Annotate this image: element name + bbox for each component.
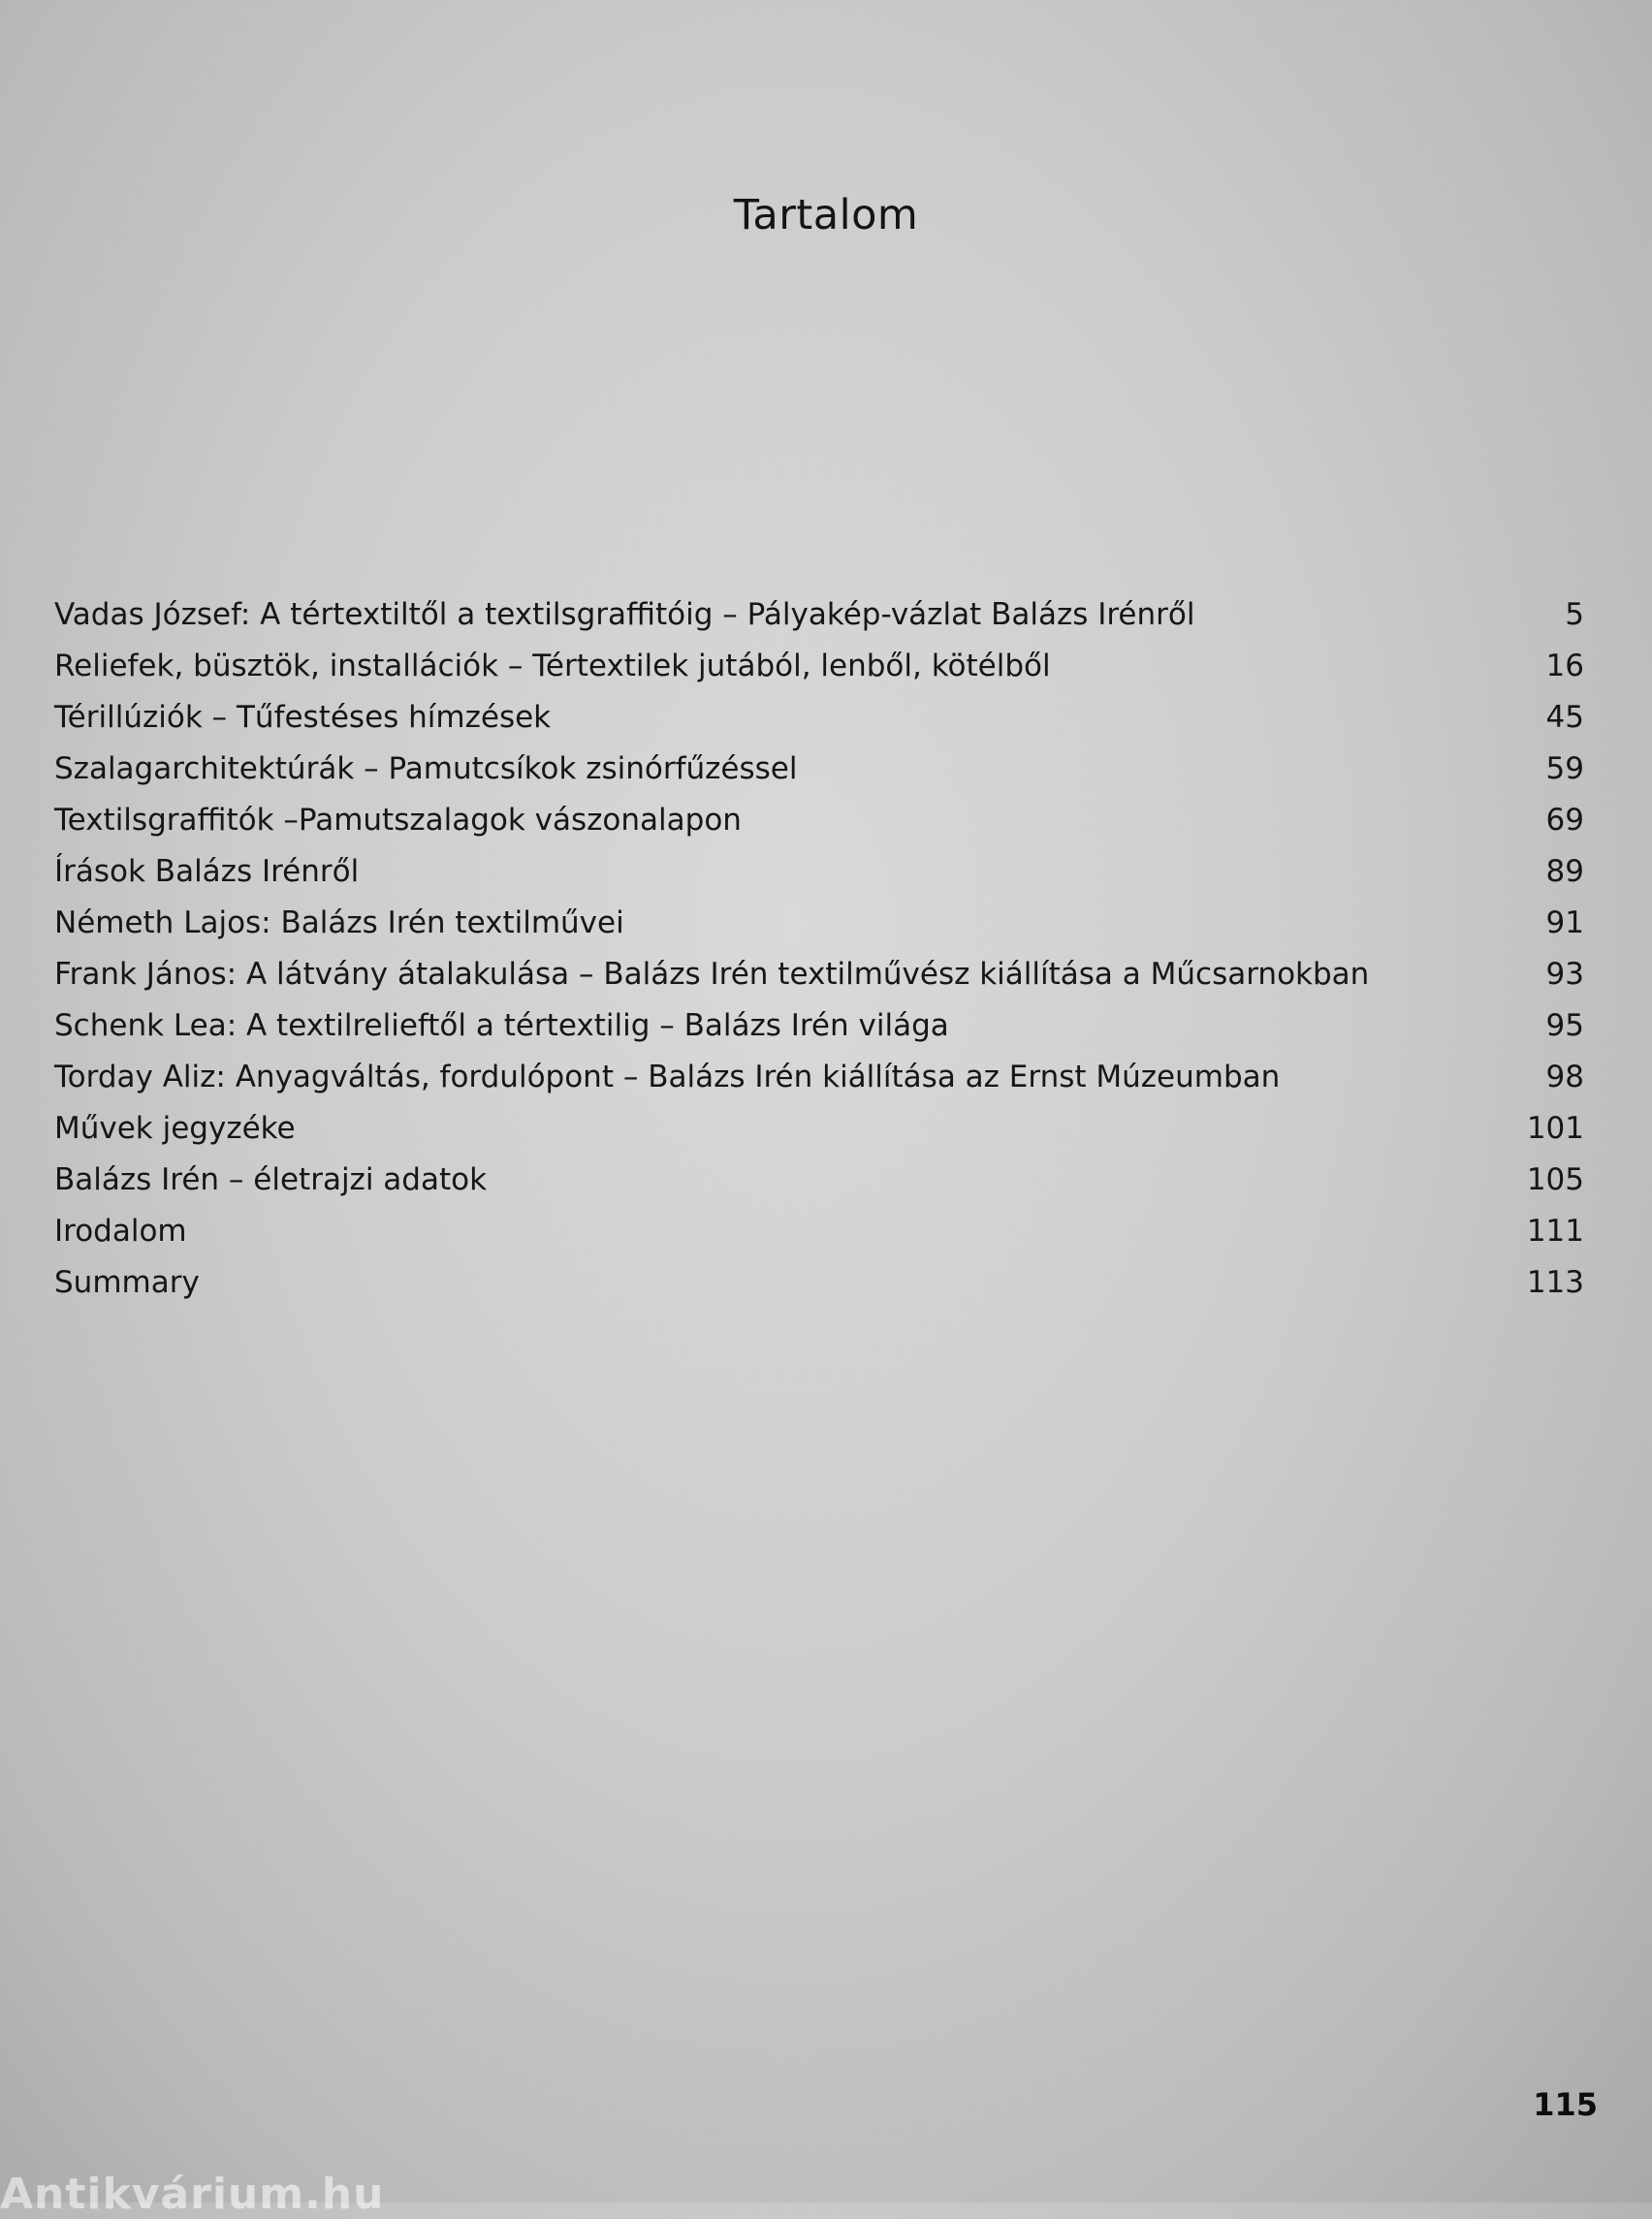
toc-entry-title: Írások Balázs Irénről: [54, 854, 360, 889]
toc-entry-title: Textilsgraffitók –Pamutszalagok vászonalapon: [54, 803, 742, 838]
page-title: Tartalom: [733, 190, 919, 239]
toc-entry: [54, 795, 1584, 846]
toc-entry-page: 95: [1545, 1008, 1584, 1043]
toc-entry-title: Térillúziók – Tűfestéses hímzések: [54, 700, 552, 735]
toc-entry-page: 45: [1545, 700, 1584, 735]
toc-entry: [54, 1000, 1584, 1052]
table-of-contents: [54, 589, 1584, 1309]
toc-entry: [54, 641, 1584, 692]
toc-entry: [54, 846, 1584, 898]
toc-entry-title: Irodalom: [54, 1214, 187, 1249]
toc-entry: [54, 898, 1584, 949]
toc-entry-page: 59: [1545, 751, 1584, 786]
toc-entry-page: 93: [1545, 957, 1584, 992]
toc-entry: [54, 1103, 1584, 1155]
toc-entry-page: 69: [1545, 803, 1584, 838]
toc-entry-title: Szalagarchitektúrák – Pamutcsíkok zsinórfűzéssel: [54, 751, 798, 786]
toc-entry: [54, 1155, 1584, 1206]
toc-entry: [54, 949, 1584, 1000]
toc-entry: [54, 589, 1584, 641]
toc-entry-page: 5: [1565, 597, 1584, 632]
toc-entry-title: Németh Lajos: Balázs Irén textilművei: [54, 905, 624, 940]
toc-entry-title: Summary: [54, 1265, 200, 1300]
toc-entry: [54, 1257, 1584, 1309]
toc-entry: [54, 1052, 1584, 1103]
page-number: 115: [1533, 2086, 1598, 2123]
toc-entry-page: 113: [1526, 1265, 1584, 1300]
toc-entry-page: 89: [1545, 854, 1584, 889]
toc-entry-title: Művek jegyzéke: [54, 1111, 296, 1146]
toc-entry: [54, 692, 1584, 744]
toc-entry-title: Frank János: A látvány átalakulása – Balázs Irén textilművész kiállítása a Műcsarnokban: [54, 957, 1370, 992]
toc-entry-title: Balázs Irén – életrajzi adatok: [54, 1162, 488, 1197]
toc-entry-title: Torday Aliz: Anyagváltás, fordulópont – Balázs Irén kiállítása az Ernst Múzeumban: [54, 1060, 1281, 1094]
toc-entry: [54, 744, 1584, 795]
toc-entry-page: 98: [1545, 1060, 1584, 1094]
toc-entry-page: 101: [1526, 1111, 1584, 1146]
toc-entry: [54, 1206, 1584, 1257]
toc-entry-page: 91: [1545, 905, 1584, 940]
watermark: Antikvárium.hu: [0, 2170, 385, 2219]
toc-entry-title: Schenk Lea: A textilrelieftől a tértextilig – Balázs Irén világa: [54, 1008, 949, 1043]
toc-entry-page: 16: [1545, 649, 1584, 683]
toc-entry-title: Vadas József: A tértextiltől a textilsgraffitóig – Pályakép-vázlat Balázs Irénről: [54, 597, 1195, 632]
toc-entry-page: 111: [1526, 1214, 1584, 1249]
toc-entry-page: 105: [1526, 1162, 1584, 1197]
toc-entry-title: Reliefek, büsztök, installációk – Tértextilek jutából, lenből, kötélből: [54, 649, 1051, 683]
